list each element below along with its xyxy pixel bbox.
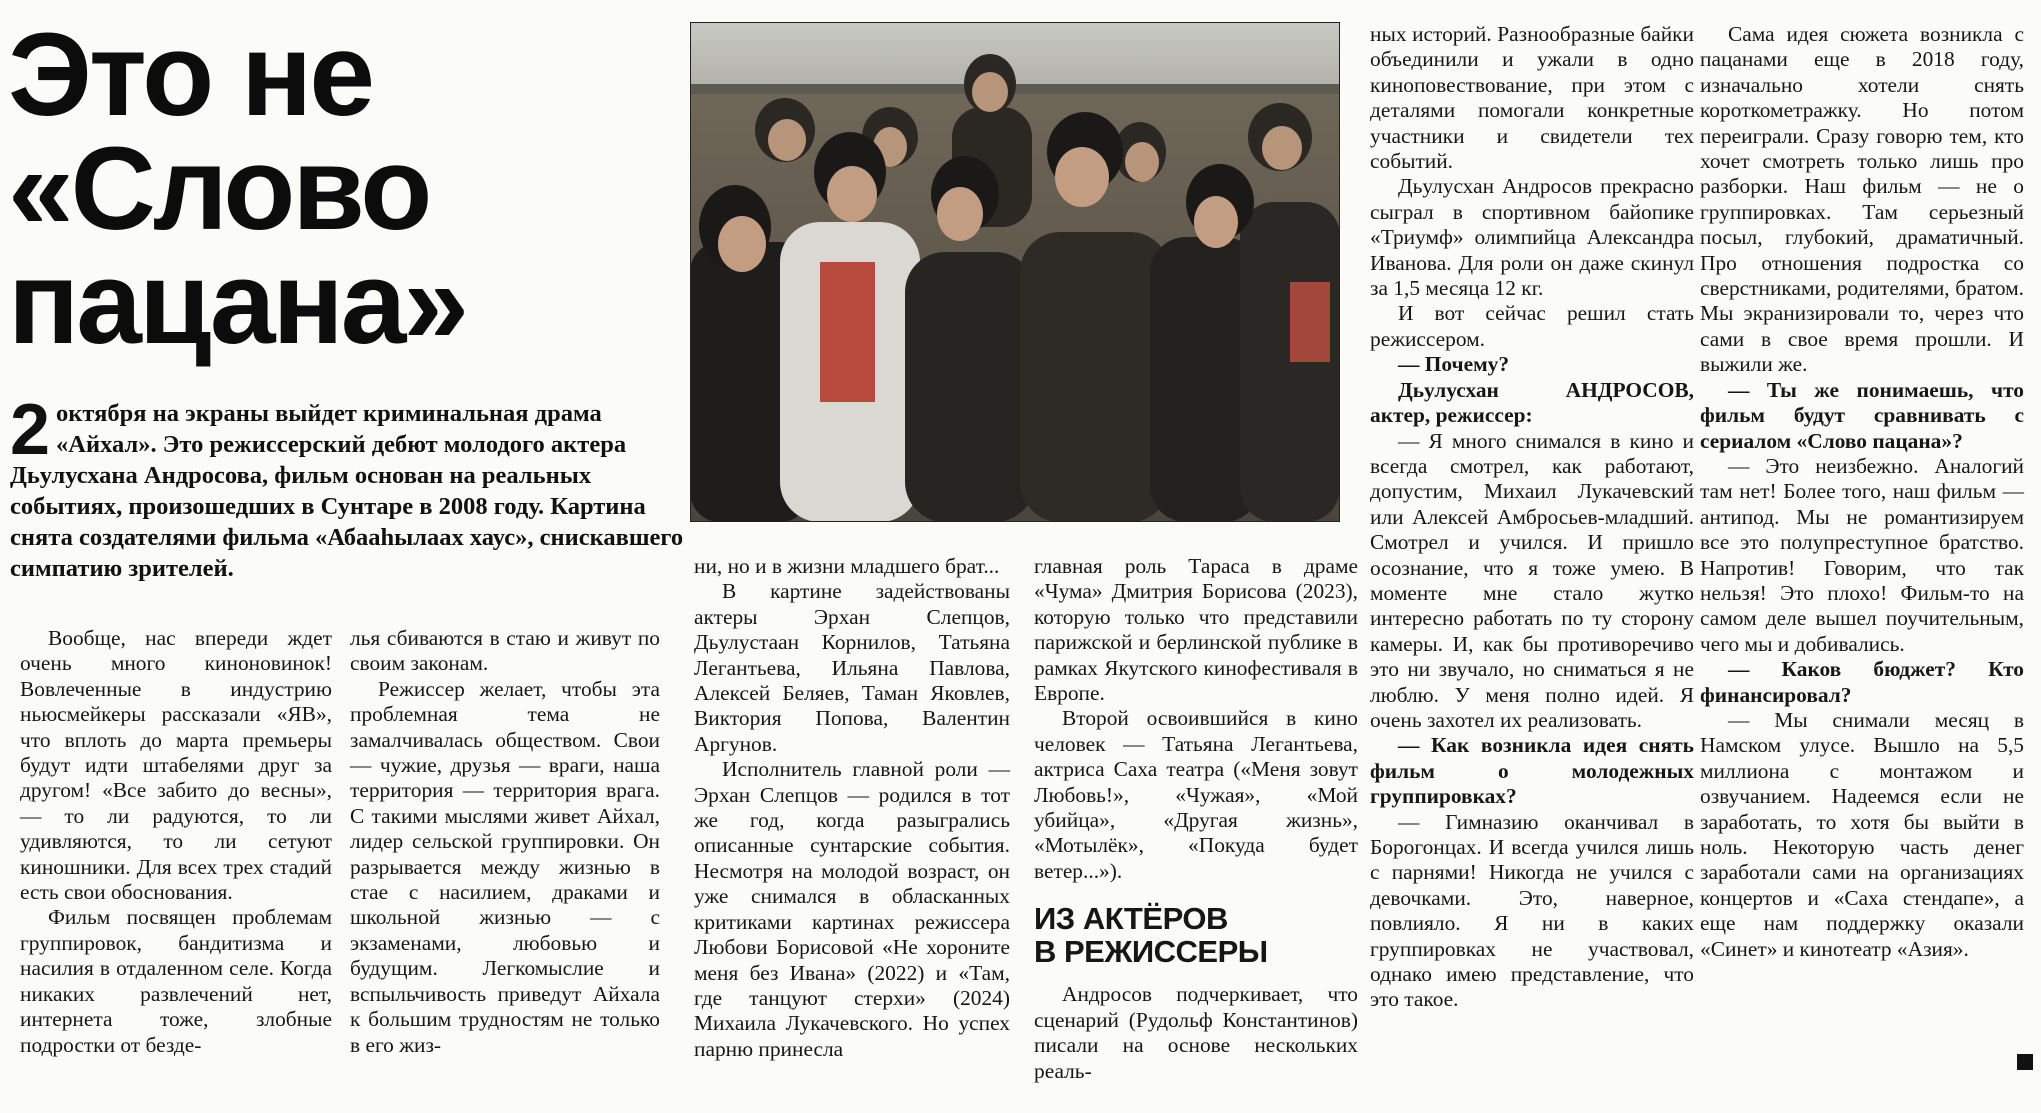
col4-paragraph-1: главная роль Тараса в драме «Чума» Дмитрия Борисова (2023), которую только что представили парижской и берлинской публике в рамках Якутского кинофестиваля в Европе. [1034, 554, 1358, 706]
subheading-line-2: В РЕЖИССЕРЫ [1034, 934, 1268, 970]
interview-question-2: — Как возникла идея снять фильм о молодежных группировках? [1370, 733, 1694, 809]
lead-dropcap: 2 [10, 390, 51, 470]
lead-text: октября на экраны выйдет криминальная драма «Айхал». Это режиссерский дебют молодого актера Дьулусхана Андросова, фильм основан на реальных событиях, произошедших в Сунтаре в 2008 году. Картина снята создателями фильма «Абааhылаах хаус», снискавшего симпатию зрителей. [10, 400, 684, 582]
col3-paragraph-2: В картине задействованы актеры Эрхан Слепцов, Дьулустаан Корнилов, Татьяна Легантьева, Ильяна Павлова, Алексей Беляев, Таман Яковлев, Виктория Попова, Валентин Аргунов. [694, 579, 1010, 756]
interview-question-1: — Почему? [1398, 352, 1510, 377]
col2-paragraph-2: Режиссер желает, чтобы эта проблемная тема не замалчивалась обществом. Свои — чужие, друзья — враги, наша территория — территория врага. С такими мыслями живет Айхал, лидер сельской группировки. Он разрывается между жизнью в стае с насилием, драками и школьной жизнью — с экзаменами, любовью и будущим. Легкомыслие и вспыльчивость приведут Айхала к большим трудностям не только в его жиз- [350, 676, 660, 1057]
column-4 [1034, 554, 1358, 1084]
column-5 [1370, 22, 1694, 1013]
group-of-teenagers-photo [690, 22, 1340, 522]
end-of-article-square [2017, 1054, 2033, 1070]
col4-paragraph-3: Андросов подчеркивает, что сценарий (Рудольф Константинов) писали на основе нескольких реаль- [1034, 982, 1358, 1083]
col3-paragraph-1: ни, но и в жизни младшего брат... [694, 554, 1000, 578]
column-3 [694, 554, 1010, 1062]
interview-answer-2: — Гимназию оканчивал в Борогонцах. И всегда учился лишь с парнями! Никогда не учился с девочками. Это, наверное, повлияло. Я ни в каких группировках не участвовал, однако имею представление, что это такое. [1370, 809, 1694, 1012]
col4-paragraph-2: Второй освоившийся в кино человек — Татьяна Легантьева, актриса Саха театра («Меня зовут Любовь!», «Чужая», «Мой убийца», «Другая жизнь», «Мотылёк», «Покуда будет ветер...»). [1034, 706, 1358, 883]
col2-paragraph-1: лья сбиваются в стаю и живут по своим законам. [350, 626, 660, 676]
article-photo [690, 22, 1340, 522]
column-2 [350, 626, 660, 1058]
subheading-line-1: ИЗ АКТЁРОВ [1034, 901, 1228, 937]
col5-paragraph-1: ных историй. Разнообразные байки объединили и ужали в одно киноповествование, при этом с деталями помогали конкретные участники и свидетели тех событий. [1370, 22, 1694, 174]
interview-answer-4: — Мы снимали месяц в Намском улусе. Вышло на 5,5 миллиона с монтажом и озвучанием. Надеемся если не заработать, то хотя бы выйти в ноль. Некоторую часть денег заработали сами на организациях концертов и «Саха стендапе», а еще нам поддержку оказали «Синет» и кинотеатр «Азия». [1700, 707, 2024, 961]
interview-question-3: — Ты же понимаешь, что фильм будут сравнивать с сериалом «Слово пацана»? [1700, 377, 2024, 453]
lead-paragraph [10, 390, 690, 584]
col1-paragraph-2: Фильм посвящен проблемам группировок, бандитизма и насилия в отдаленном селе. Когда никаких развлечений нет, интернета тоже, злобные подростки от безде- [20, 905, 332, 1057]
headline-line-1: Это не [8, 9, 372, 141]
headline [8, 9, 688, 369]
interview-answer-3: — Это неизбежно. Аналогий там нет! Более того, наш фильм — антипод. Мы не романтизируем все это полупреступное братство. Напротив! Говорим, что так нельзя! Это плохо! Фильм-то на самом деле вышел поучительным, чего мы и добивались. [1700, 453, 2024, 656]
interview-answer-2-continued: Сама идея сюжета возникла с пацанами еще в 2018 году, изначально хотели снять короткометражку. Но потом переиграли. Сразу говорю тем, кто хочет смотреть только лишь про разборки. Наш фильм — не о группировках. Там серьезный посыл, глубокий, драматичный. Про отношения подростка со сверстниками, родителями, братом. Мы экранизировали то, через что сами в свое время прошли. И выжили же. [1700, 22, 2024, 377]
section-subheading [1034, 902, 1358, 968]
col5-paragraph-3: И вот сейчас решил стать режиссером. [1370, 301, 1694, 351]
headline-line-3: пацана» [8, 237, 467, 369]
interview-answer-1: — Я много снимался в кино и всегда смотрел, как работают, допустим, Михаил Лукачевский или Алексей Амбросьев-младший. Смотрел и учился. И пришло осознание, что я тоже умею. В моменте мне стало жутко интересно работать по ту сторону камеры. И, как бы противоречиво это ни звучало, но сниматься я не люблю. У меня полно идей. Я очень захотел их реализовать. [1370, 428, 1694, 732]
column-1 [20, 626, 332, 1058]
col3-paragraph-3: Исполнитель главной роли — Эрхан Слепцов — родился в тот же год, когда разыгрались описанные сунтарские события. Несмотря на молодой возраст, он уже снимался в обласканных критиками картинах режиссера Любови Борисовой «Не хороните меня без Ивана» (2022) и «Там, где танцуют стерхи» (2024) Михаила Лукачевского. Но успех парню принесла [694, 757, 1010, 1061]
col5-paragraph-2: Дьулусхан Андросов прекрасно сыграл в спортивном байопике «Триумф» олимпийца Александра Иванова. Для роли он даже скинул за 1,5 месяца 12 кг. [1370, 174, 1694, 301]
headline-line-2: «Слово [8, 123, 430, 255]
col1-paragraph-1: Вообще, нас впереди ждет очень много киноновинок! Вовлеченные в индустрию ньюсмейкеры рассказали «ЯВ», что вплоть до марта премьеры будут идти штабелями друг за другом! «Все забито до весны», — то ли радуются, то ли удивляются, то ли сетуют киношники. Для всех трех стадий есть свои обоснования. [20, 626, 332, 905]
interview-question-4: — Каков бюджет? Кто финансировал? [1700, 657, 2024, 707]
interview-speaker: Дьулусхан АНДРОСОВ, актер, режиссер: [1370, 377, 1694, 428]
column-6 [1700, 22, 2024, 962]
